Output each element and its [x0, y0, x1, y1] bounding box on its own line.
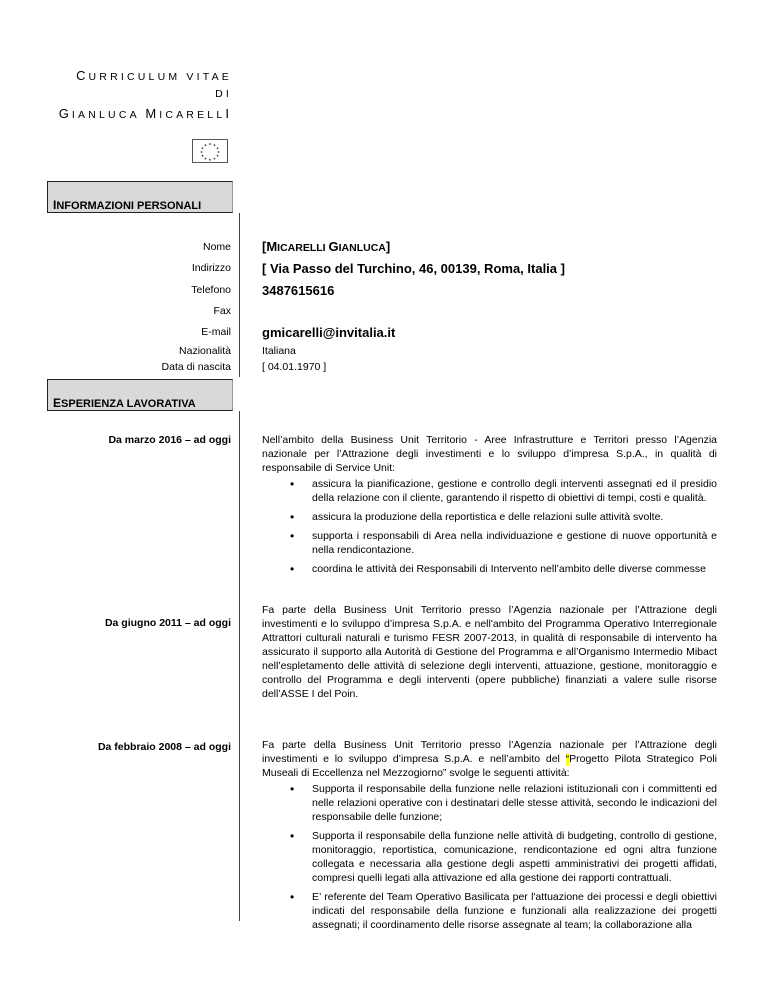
label-indirizzo: Indirizzo	[191, 262, 231, 274]
value-data-nascita: [ 04.01.1970 ]	[262, 361, 327, 373]
cv-title: CURRICULUM VITAE	[76, 68, 232, 83]
column-divider	[239, 411, 240, 921]
list-item: • assicura la pianificazione, gestione e controllo degli interventi assegnati ed il presidio della relazione con il cliente, garantendo il rispetto di obiettivi di tempi, costi e qualità.	[312, 477, 717, 505]
list-item: • supporta i responsabili di Area nella individuazione e gestione di nuove opportunità e nella rendicontazione.	[312, 529, 717, 557]
label-nome: Nome	[202, 241, 231, 253]
section-personal-info: INFORMAZIONI PERSONALI	[47, 181, 233, 213]
experience-date-3: Da febbraio 2008 – ad oggi	[97, 741, 231, 753]
cv-name: GIANLUCA MICARELLI	[58, 106, 232, 121]
label-telefono: Telefono	[191, 284, 231, 296]
experience-text-1: Nell’ambito della Business Unit Territorio - Aree Infrastrutture e Territori presso l’Agenzia nazionale per l’Attrazione degli investimenti e lo sviluppo d’impresa S.p.A., in qualità di responsabile di Service Unit:	[262, 434, 717, 474]
list-item: • coordina le attività dei Responsabili di Intervento nell’ambito delle diverse commesse	[312, 562, 717, 576]
list-item: • Supporta il responsabile della funzione nelle attività di budgeting, controllo di gestione, monitoraggio, reportistica, comunicazione, rendicontazione ed ogni altra funzione collegata e necessaria alla gestione degli aspetti amministrativi dei progetti affidati, compresi quelli legati alla attivazione ed alla gestione dei rapporti contrattuali.	[312, 829, 717, 885]
label-email: E-mail	[201, 326, 231, 338]
label-data-nascita: Data di nascita	[161, 361, 231, 373]
value-telefono: 3487615616	[262, 283, 335, 298]
experience-date-2: Da giugno 2011 – ad oggi	[104, 617, 231, 629]
experience-text-2: Fa parte della Business Unit Territorio presso l’Agenzia nazionale per l’Attrazione degli investimenti e lo sviluppo d’impresa S.p.A. e nell'ambito del Programma Operativo Interregionale Attrattori culturali naturali e turismo FESR 2007-2013, in qualità di responsabile di intervento ha assicurato il supporto alla Autorità di Gestione del Programma e all’Organismo Intermedio Mibact nell’espletamento delle attività di selezione degli interventi, attuazione, gestione, monitoraggio e controllo del Programma e degli interventi (opere pubbliche) finanziati a valere sulle risorse dell’ASSE I del Poin.	[262, 604, 717, 700]
list-item: • E’ referente del Team Operativo Basilicata per l'attuazione dei processi e degli obiettivi indicati del responsabile della funzione e funzionali alla realizzazione dei progetti assegnati; il coordinamento delle risorse assegnate al team; la collaborazione alla	[312, 890, 717, 932]
section-work-experience: ESPERIENZA LAVORATIVA	[47, 379, 233, 411]
column-divider	[239, 213, 240, 377]
value-indirizzo: [ Via Passo del Turchino, 46, 00139, Roma, Italia ]	[262, 261, 565, 276]
label-nazionalita: Nazionalità	[179, 345, 231, 357]
label-fax: Fax	[213, 305, 231, 317]
cv-title-di: DI	[215, 88, 232, 100]
experience-entry-2	[262, 603, 717, 701]
value-nazionalita: Italiana	[262, 345, 296, 357]
experience-entry-1	[262, 433, 717, 581]
value-email: gmicarelli@invitalia.it	[262, 325, 396, 340]
list-item: • assicura la produzione della reportistica e delle relazioni sulle attività svolte.	[312, 510, 717, 524]
experience-date-1: Da marzo 2016 – ad oggi	[108, 434, 231, 446]
eu-flag-icon	[192, 139, 228, 163]
experience-text-3: Fa parte della Business Unit Territorio presso l’Agenzia nazionale per l’Attrazione degli investimenti e lo sviluppo d’impresa S.p.A. e nell’ambito del “Progetto Pilota Strategico Poli Museali di Eccellenza nel Mezzogiorno” svolge le seguenti attività:	[262, 739, 718, 779]
value-nome: [MICARELLI GIANLUCA]	[262, 239, 391, 254]
experience-entry-3	[262, 738, 717, 937]
list-item: • Supporta il responsabile della funzione nelle relazioni istituzionali con i committenti ed nelle relazioni operative con i destinatari delle stesse attività, secondo le indicazioni del responsabile delle funzione;	[312, 782, 717, 824]
